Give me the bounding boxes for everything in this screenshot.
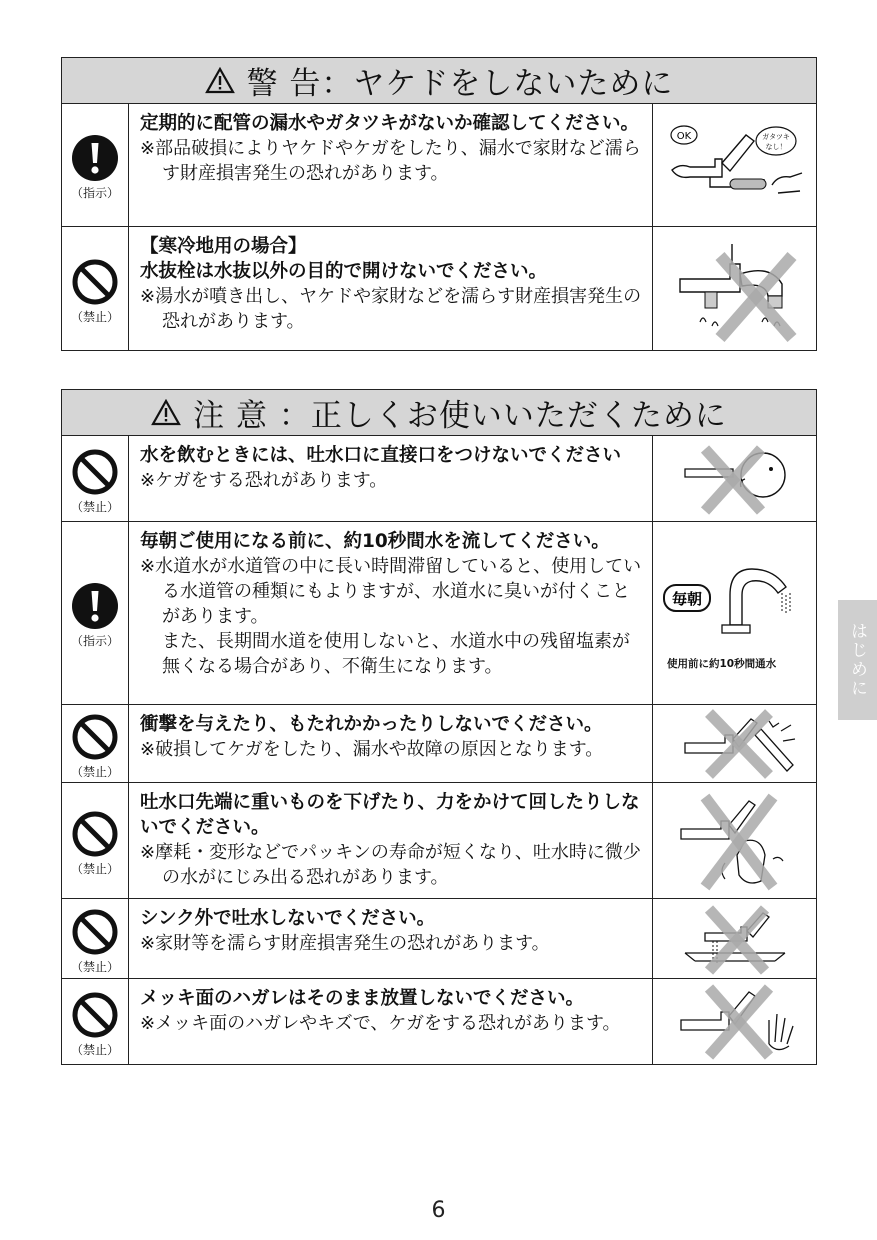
side-tab-label: はじめに: [847, 622, 867, 698]
warning-row: [62, 104, 817, 227]
row-note: ※部品破損によりヤケドやケガをしたり、漏水で家財など濡らす財産損害発生の恐れがあります。: [140, 138, 641, 184]
symbol-label: （指示）: [70, 186, 119, 200]
prohibited-icon: [72, 259, 118, 305]
caution-row: [62, 705, 817, 783]
page-number: 6: [431, 1198, 446, 1223]
impact-illustration: [665, 709, 805, 779]
symbol-label: （禁止）: [70, 1042, 119, 1057]
caution-row: [62, 979, 817, 1065]
warning-header: [62, 58, 817, 104]
symbol-label: （禁止）: [70, 499, 119, 514]
prohibited-icon: [72, 449, 118, 495]
morning-caption: 使用前に約10秒間通水: [667, 658, 777, 670]
row-title: 衝撃を与えたり、もたれかかったりしないでください。: [140, 714, 603, 735]
drain-valve-illustration: [660, 234, 810, 344]
svg-text:なし！: なし！: [765, 143, 787, 151]
ok-label: OK: [676, 131, 691, 142]
caution-header-text: 注 意 ：正しくお使いいただくために: [193, 398, 727, 434]
row-note: ※破損してケガをしたり、漏水や故障の原因となります。: [140, 739, 604, 760]
prohibited-icon: [72, 714, 118, 760]
caution-triangle-icon: [151, 399, 181, 426]
warning-triangle-icon: [205, 67, 235, 94]
symbol-label: （禁止）: [70, 861, 119, 876]
drinking-illustration: [665, 441, 805, 517]
caution-table: [61, 389, 817, 1065]
prohibited-icon: [72, 992, 118, 1038]
caution-row: [62, 783, 817, 899]
row-subtitle: 【寒冷地用の場合】: [140, 236, 307, 257]
hanging-illustration: [665, 789, 805, 893]
row-note: ※ケガをする恐れがあります。: [140, 470, 388, 491]
row-title: 吐水口先端に重いものを下げたり、力をかけて回したりしないでください。: [140, 792, 640, 838]
row-title: 定期的に配管の漏水やガタツキがないか確認してください。: [140, 113, 639, 134]
row-title: 水抜栓は水抜以外の目的で開けないでください。: [140, 261, 548, 282]
warning-table: [61, 57, 817, 351]
symbol-label: （禁止）: [70, 764, 119, 779]
morning-flush-illustration: [660, 555, 810, 655]
mandatory-icon: [72, 135, 118, 181]
morning-badge: 毎朝: [671, 590, 702, 608]
outside-sink-illustration: [665, 903, 805, 975]
warning-header-text: 警 告：ヤケドをしないために: [246, 66, 674, 102]
prohibited-icon: [72, 811, 118, 857]
svg-text:ガタツキ: ガタツキ: [761, 133, 790, 141]
pipe-check-illustration: [660, 115, 810, 215]
prohibited-icon: [72, 909, 118, 955]
row-note: ※水道水が水道管の中に長い時間滞留していると、使用している水道管の種類にもよりますが、水道水に臭いが付くことがあります。: [140, 556, 642, 627]
mandatory-icon: [72, 583, 118, 629]
caution-row: [62, 522, 817, 705]
row-title: 毎朝ご使用になる前に、約10秒間水を流してください。: [140, 531, 610, 552]
warning-row: [62, 227, 817, 351]
symbol-label: （禁止）: [70, 959, 119, 974]
row-note: ※家財等を濡らす財産損害発生の恐れがあります。: [140, 933, 550, 954]
section-side-tab: [838, 600, 877, 720]
row-note: ※メッキ面のハガレやキズで、ケガをする恐れがあります。: [140, 1013, 621, 1034]
row-title: 水を飲むときには、吐水口に直接口をつけないでください: [140, 445, 622, 466]
row-note: ※摩耗・変形などでパッキンの寿命が短くなり、吐水時に微少の水がにじみ出る恐れがあります。: [140, 842, 641, 888]
plating-peel-illustration: [665, 984, 805, 1060]
symbol-label: （禁止）: [70, 309, 119, 324]
symbol-label: （指示）: [70, 634, 119, 648]
caution-header: [62, 390, 817, 436]
row-title: シンク外で吐水しないでください。: [140, 908, 436, 929]
row-extra-note: また、長期間水道を使用しないと、水道水中の残留塩素が無くなる場合があり、不衛生になります。: [162, 631, 630, 677]
row-note: ※湯水が噴き出し、ヤケドや家財などを濡らす財産損害発生の恐れがあります。: [140, 286, 642, 332]
caution-row: [62, 436, 817, 522]
row-title: メッキ面のハガレはそのまま放置しないでください。: [140, 988, 585, 1009]
caution-row: [62, 899, 817, 979]
